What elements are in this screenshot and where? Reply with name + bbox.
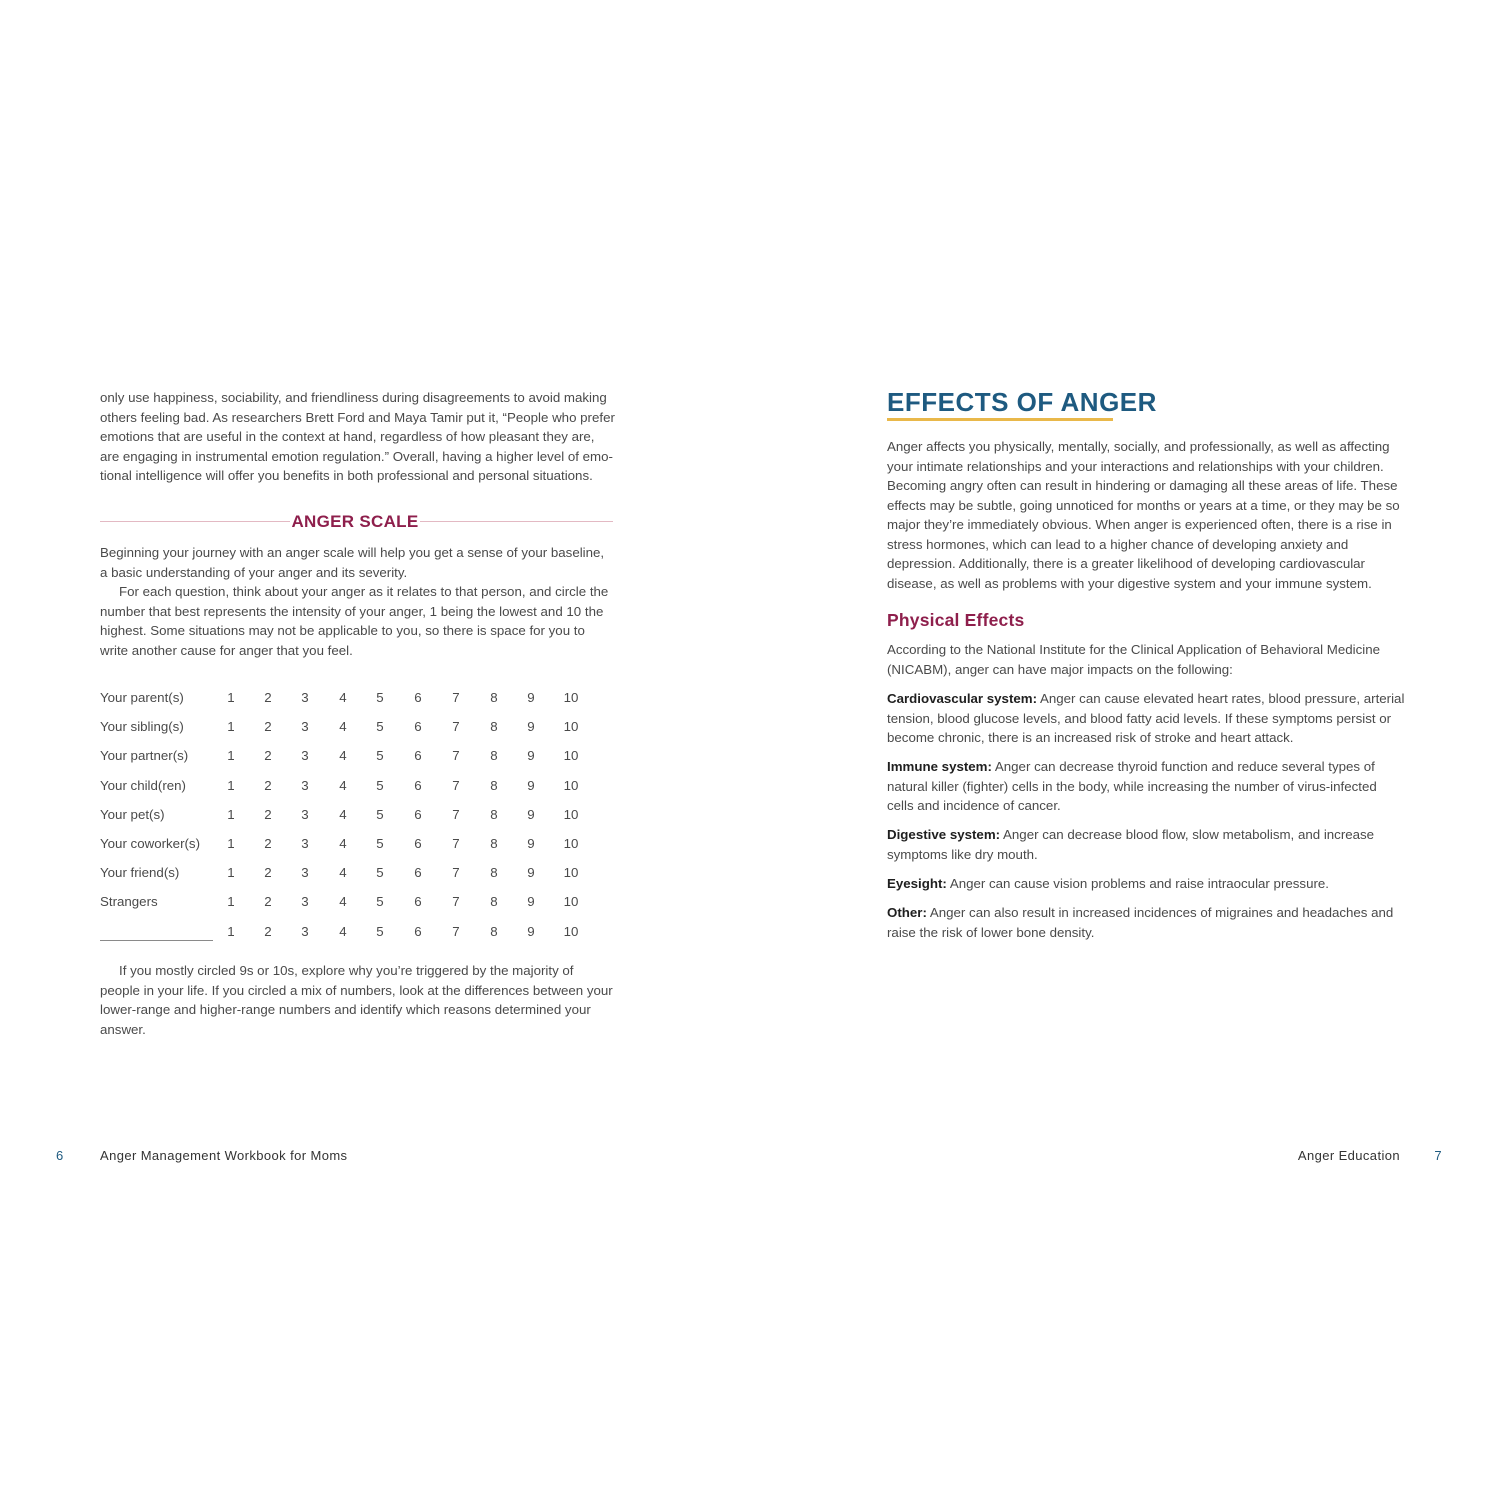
- scale-number[interactable]: 1: [227, 835, 235, 851]
- outro-paragraph: If you mostly circled 9s or 10s, explore why you’re triggered by the majority of people in your life. If you circled a mix of numbers, look at the differences between your lower-range and higher-range numbers and identify which reasons determined your answer.: [100, 963, 613, 1037]
- scale-number[interactable]: 9: [527, 719, 535, 735]
- anger-scale-table: [100, 688, 600, 951]
- scale-row: [100, 805, 600, 834]
- scale-number[interactable]: 5: [376, 923, 384, 939]
- scale-number[interactable]: 10: [563, 748, 579, 764]
- write-in-blank-line[interactable]: [100, 940, 213, 941]
- scale-number[interactable]: 3: [301, 777, 309, 793]
- scale-number[interactable]: 4: [339, 835, 347, 851]
- scale-intro-paragraph-2: For each question, think about your anger as it relates to that person, and circle the number that best represents the intensity of your anger, 1 being the lowest and 10 the highest. Some situations may not be applicable to you, so there is space for you to write another cause for anger that you feel.: [100, 584, 609, 658]
- scale-number[interactable]: 8: [490, 690, 498, 705]
- scale-intro: [100, 543, 615, 660]
- scale-number[interactable]: 5: [376, 894, 384, 910]
- scale-number[interactable]: 5: [376, 806, 384, 822]
- effect-item-eyesight: [887, 874, 1407, 894]
- scale-number[interactable]: 1: [227, 923, 235, 939]
- scale-number[interactable]: 6: [414, 806, 422, 822]
- scale-number[interactable]: 2: [264, 719, 272, 735]
- scale-number[interactable]: 1: [227, 719, 235, 735]
- effect-term: Digestive system:: [887, 827, 1001, 842]
- scale-number[interactable]: 3: [301, 835, 309, 851]
- scale-number[interactable]: 6: [414, 894, 422, 910]
- scale-number[interactable]: 5: [376, 748, 384, 764]
- scale-number[interactable]: 1: [227, 865, 235, 881]
- anger-scale-heading-block: [100, 510, 613, 534]
- scale-number[interactable]: 2: [264, 923, 272, 939]
- scale-number[interactable]: 9: [527, 865, 535, 881]
- effect-term: Cardiovascular system:: [887, 691, 1038, 706]
- scale-row-label: Your child(ren): [100, 777, 186, 793]
- effect-item-other: [887, 903, 1407, 942]
- scale-row: [100, 688, 600, 717]
- scale-number[interactable]: 1: [227, 806, 235, 822]
- scale-number[interactable]: 8: [490, 719, 498, 735]
- scale-number[interactable]: 10: [563, 835, 579, 851]
- heading-underline: [887, 418, 1113, 421]
- scale-number[interactable]: 6: [414, 777, 422, 793]
- scale-number[interactable]: 3: [301, 748, 309, 764]
- scale-row: [100, 892, 600, 921]
- right-page: [750, 0, 1500, 1500]
- scale-row-label: Strangers: [100, 894, 158, 910]
- scale-number[interactable]: 1: [227, 748, 235, 764]
- scale-number[interactable]: 7: [452, 719, 460, 735]
- scale-number[interactable]: 8: [490, 894, 498, 910]
- scale-number[interactable]: 4: [339, 748, 347, 764]
- scale-number[interactable]: 4: [339, 719, 347, 735]
- scale-number[interactable]: 1: [227, 690, 235, 705]
- section-heading: ANGER SCALE: [291, 512, 419, 531]
- page-number: 7: [1434, 1148, 1442, 1163]
- scale-row-label: Your sibling(s): [100, 719, 184, 735]
- scale-number[interactable]: 2: [264, 835, 272, 851]
- scale-number[interactable]: 7: [452, 923, 460, 939]
- scale-number[interactable]: 10: [563, 777, 579, 793]
- effect-item-cardiovascular: [887, 689, 1407, 748]
- scale-number[interactable]: 6: [414, 748, 422, 764]
- scale-number[interactable]: 2: [264, 777, 272, 793]
- scale-number[interactable]: 2: [264, 806, 272, 822]
- effect-text: Anger can also result in increased incidences of migraines and headaches and raise the risk of lower bone density.: [887, 905, 1394, 940]
- scale-number[interactable]: 4: [339, 865, 347, 881]
- scale-number[interactable]: 5: [376, 865, 384, 881]
- scale-row: [100, 863, 600, 892]
- scale-number[interactable]: 7: [452, 835, 460, 851]
- scale-number[interactable]: 5: [376, 835, 384, 851]
- scale-row-label: Your partner(s): [100, 748, 189, 764]
- scale-number[interactable]: 2: [264, 865, 272, 881]
- scale-intro-paragraph-1: Beginning your journey with an anger scale will help you get a sense of your baseline, a basic understanding of your anger and its severity.: [100, 545, 605, 580]
- scale-number[interactable]: 5: [376, 719, 384, 735]
- scale-number[interactable]: 7: [452, 748, 460, 764]
- scale-number[interactable]: 10: [563, 719, 579, 735]
- scale-number[interactable]: 9: [527, 748, 535, 764]
- scale-number[interactable]: 7: [452, 777, 460, 793]
- physical-effects-intro: According to the National Institute for the Clinical Application of Behavioral Medicine (NICABM), anger can have major impacts on the following:: [887, 642, 1380, 677]
- scale-number[interactable]: 7: [452, 690, 460, 705]
- scale-row-label: Your parent(s): [100, 690, 184, 705]
- effects-intro-paragraph: Anger affects you physically, mentally, socially, and professionally, as well as affecting your intimate relationships and your interactions and relationships with your children. Becoming angry often can result in hindering or damaging all these areas of life. These effects may be subtle, going unnoticed for months or years at a time, or they may be so major they’re immediately obvious. When anger is experienced often, there is a rise in stress hormones, which can lead to a higher chance of developing anxiety and depression. Additionally, there is a greater likelihood of developing cardiovascular disease, as well as problems with your digestive system and your immune system.: [887, 439, 1400, 591]
- scale-number[interactable]: 5: [376, 777, 384, 793]
- scale-row: [100, 776, 600, 805]
- scale-number[interactable]: 3: [301, 894, 309, 910]
- scale-number[interactable]: 10: [563, 865, 579, 881]
- scale-number[interactable]: 7: [452, 894, 460, 910]
- running-footer-title: Anger Management Workbook for Moms: [100, 1148, 348, 1163]
- scale-row-label: Your friend(s): [100, 865, 180, 881]
- effect-item-immune: [887, 757, 1407, 816]
- scale-number[interactable]: 4: [339, 806, 347, 822]
- intro-paragraph: only use happiness, sociability, and friendliness during disagreements to avoid making others feeling bad. As researchers Brett Ford and Maya Tamir put it, “People who prefer emotions that are useful in the context at hand, regardless of how pleasant they are, are engaging in instrumental emotion regulation.” Overall, having a higher level of emo-tional intelligence will offer you benefits in both professional and personal situations.: [100, 390, 615, 483]
- scale-number[interactable]: 9: [527, 894, 535, 910]
- scale-row: [100, 746, 600, 775]
- effect-text: Anger can decrease blood flow, slow metabolism, and increase symptoms like dry mouth.: [887, 827, 1375, 862]
- effect-term: Other:: [887, 905, 927, 920]
- effect-text: Anger can decrease thyroid function and reduce several types of natural killer (fighter) cells in the body, while increasing the number of virus-infected cells and incidence of cancer.: [887, 759, 1377, 813]
- scale-number[interactable]: 3: [301, 923, 309, 939]
- scale-number[interactable]: 7: [452, 865, 460, 881]
- scale-number[interactable]: 4: [339, 923, 347, 939]
- heading-rule-left: [100, 521, 290, 522]
- scale-number[interactable]: 4: [339, 894, 347, 910]
- scale-number[interactable]: 8: [490, 806, 498, 822]
- physical-effects-subheading: Physical Effects: [887, 610, 1025, 630]
- scale-number[interactable]: 8: [490, 835, 498, 851]
- scale-number[interactable]: 6: [414, 865, 422, 881]
- scale-number[interactable]: 1: [227, 777, 235, 793]
- scale-number[interactable]: 9: [527, 806, 535, 822]
- scale-number[interactable]: 9: [527, 923, 535, 939]
- scale-row-label: Your pet(s): [100, 806, 165, 822]
- scale-number[interactable]: 2: [264, 690, 272, 705]
- scale-number[interactable]: 6: [414, 923, 422, 939]
- effect-text: Anger can cause elevated heart rates, blood pressure, arterial tension, blood glucose levels, and blood fatty acid levels. If these symptoms persist or become chronic, there is an increased risk of stroke and heart attack.: [887, 691, 1405, 745]
- effect-term: Eyesight:: [887, 876, 947, 891]
- scale-number[interactable]: 6: [414, 719, 422, 735]
- effect-term: Immune system:: [887, 759, 992, 774]
- scale-number[interactable]: 4: [339, 690, 347, 705]
- scale-number[interactable]: 4: [339, 777, 347, 793]
- scale-number[interactable]: 7: [452, 806, 460, 822]
- scale-number[interactable]: 3: [301, 690, 309, 705]
- scale-number[interactable]: 3: [301, 865, 309, 881]
- page-number: 6: [56, 1148, 64, 1163]
- scale-number[interactable]: 6: [414, 690, 422, 705]
- scale-number[interactable]: 1: [227, 894, 235, 910]
- scale-number[interactable]: 9: [527, 835, 535, 851]
- scale-number[interactable]: 10: [563, 923, 579, 939]
- scale-row-label: Your coworker(s): [100, 835, 201, 851]
- scale-number[interactable]: 10: [563, 894, 579, 910]
- running-footer-title: Anger Education: [1297, 1148, 1400, 1163]
- scale-number[interactable]: 10: [563, 806, 579, 822]
- scale-number[interactable]: 10: [563, 690, 579, 705]
- scale-number[interactable]: 6: [414, 835, 422, 851]
- scale-number[interactable]: 9: [527, 777, 535, 793]
- scale-number[interactable]: 2: [264, 748, 272, 764]
- heading-rule-right: [420, 521, 613, 522]
- scale-number[interactable]: 2: [264, 894, 272, 910]
- scale-number[interactable]: 9: [527, 690, 535, 705]
- effects-heading: EFFECTS OF ANGER: [887, 387, 1157, 417]
- scale-number[interactable]: 8: [490, 748, 498, 764]
- scale-number[interactable]: 3: [301, 719, 309, 735]
- scale-row: [100, 717, 600, 746]
- scale-number[interactable]: 8: [490, 923, 498, 939]
- scale-row: [100, 922, 600, 951]
- scale-row: [100, 834, 600, 863]
- scale-number[interactable]: 8: [490, 777, 498, 793]
- effect-text: Anger can cause vision problems and raise intraocular pressure.: [946, 876, 1329, 891]
- scale-number[interactable]: 8: [490, 865, 498, 881]
- scale-number[interactable]: 3: [301, 806, 309, 822]
- scale-number[interactable]: 5: [376, 690, 384, 705]
- effect-item-digestive: [887, 825, 1407, 864]
